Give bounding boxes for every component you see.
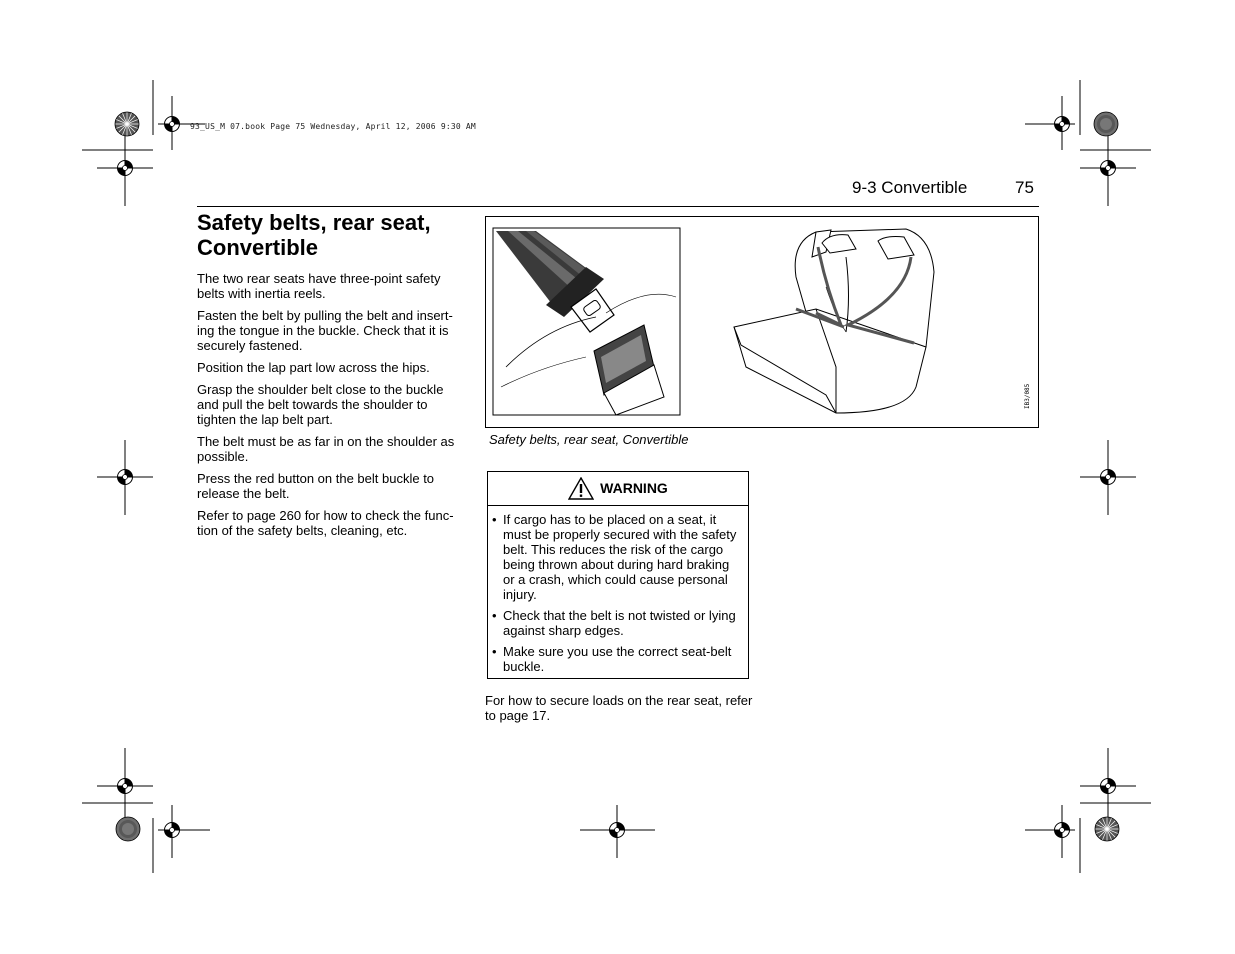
paragraph: The belt must be as far in on the shoulder as possible.: [197, 434, 455, 464]
after-warning-text: For how to secure loads on the rear seat, refer to page 17.: [485, 693, 753, 723]
bullet-icon: •: [492, 608, 497, 623]
warning-box: [487, 471, 749, 679]
seatbelt-illustration: [486, 217, 1038, 427]
paragraph: The two rear seats have three-point safety belts with inertia reels.: [197, 271, 441, 301]
paragraph: Grasp the shoulder belt close to the buckle and pull the belt towards the shoulder to tighten the lap belt part.: [197, 382, 444, 427]
page-number: 75: [1015, 178, 1034, 197]
bullet-icon: •: [492, 512, 497, 527]
print-slug: 93_US_M 07.book Page 75 Wednesday, April 12, 2006 9:30 AM: [190, 122, 476, 131]
figure-code: IB3/085: [1024, 383, 1031, 409]
section-title: Safety belts, rear seat, Convertible: [197, 210, 431, 260]
warning-item-text: Make sure you use the correct seat-belt buckle.: [503, 644, 732, 674]
paragraph: Press the red button on the belt buckle to release the belt.: [197, 471, 435, 501]
paragraph: Position the lap part low across the hips.: [197, 360, 430, 375]
warning-triangle-icon: [568, 477, 594, 500]
warning-item: [492, 644, 740, 674]
warning-item: [492, 608, 740, 638]
bullet-icon: •: [492, 644, 497, 659]
warning-heading: WARNING: [600, 480, 668, 496]
body-text: [197, 271, 467, 545]
warning-list: [488, 506, 748, 674]
warning-item-text: If cargo has to be placed on a seat, it must be properly secured with the safety belt. This reduces the risk of the cargo being thrown about during hard braking or a crash, which could cause personal injury.: [503, 512, 737, 602]
paragraph: Fasten the belt by pulling the belt and insert-ing the tongue in the buckle. Check that it is securely fastened.: [197, 308, 453, 353]
warning-item: [492, 512, 740, 602]
figure-caption: Safety belts, rear seat, Convertible: [489, 432, 689, 447]
warning-header: [488, 472, 748, 506]
paragraph: Refer to page 260 for how to check the func-tion of the safety belts, cleaning, etc.: [197, 508, 454, 538]
running-header-section: 9-3 Convertible: [852, 178, 968, 197]
warning-item-text: Check that the belt is not twisted or lying against sharp edges.: [503, 608, 736, 638]
header-rule: [197, 206, 1039, 207]
figure: [485, 216, 1039, 428]
